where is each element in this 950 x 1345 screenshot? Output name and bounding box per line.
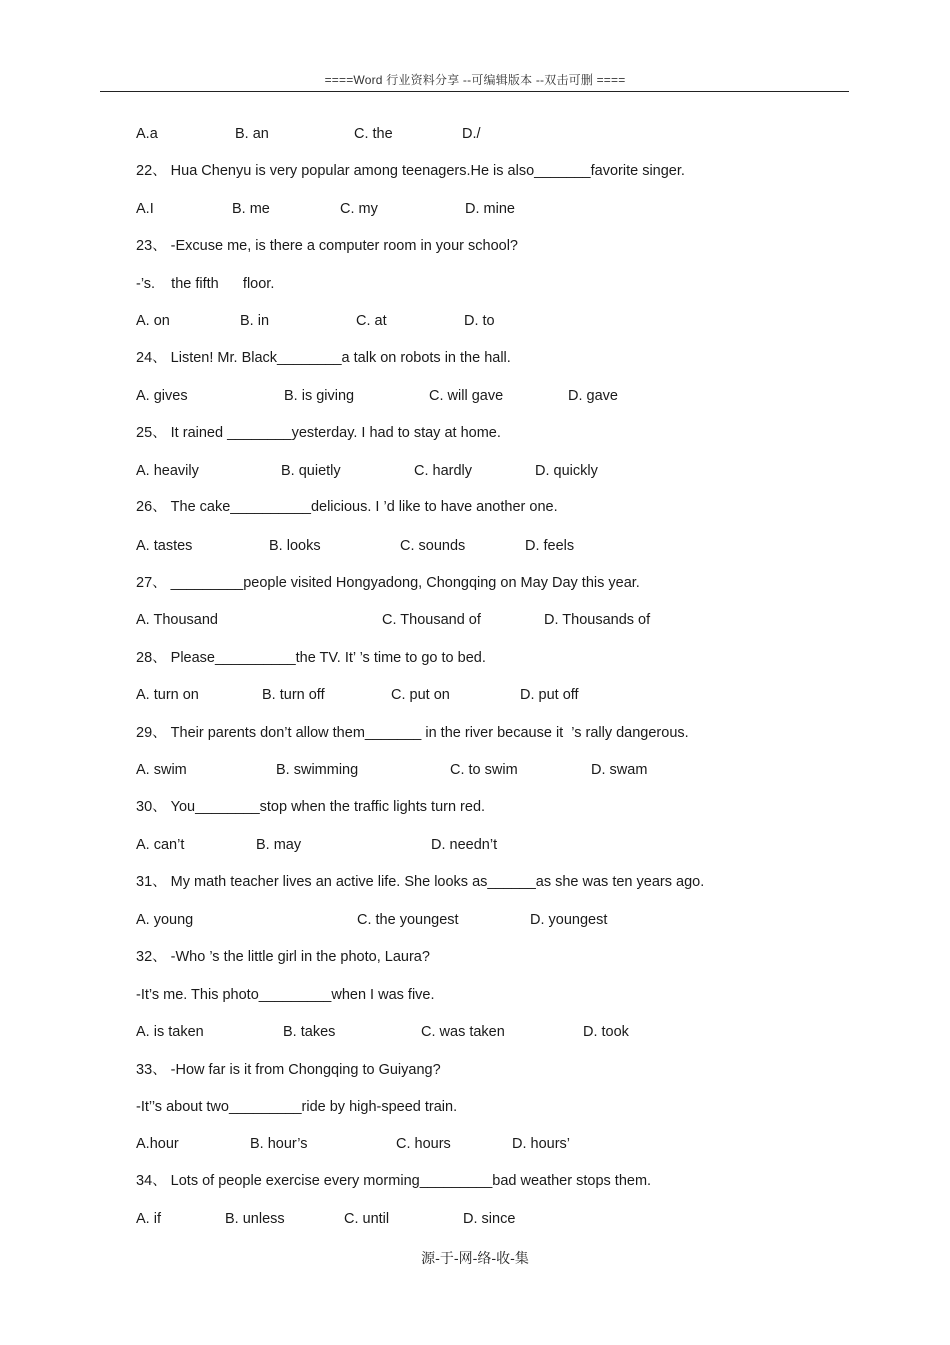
q32-answer-line: -It’s me. This photo_________when I was five.: [136, 987, 435, 1003]
header-rule: [100, 91, 849, 92]
q28-option-a: A. turn on: [136, 687, 199, 703]
q21-option-a: A.a: [136, 126, 158, 142]
q25-option-a: A. heavily: [136, 463, 199, 479]
q23-option-b: B. in: [240, 313, 270, 329]
q24-option-c: C. will gave: [429, 388, 504, 404]
q26-question: 26、 The cake__________delicious. I ’d like to have another one.: [136, 499, 558, 515]
q30-option-d: D. needn’t: [431, 837, 498, 853]
q22-option-c: C. my: [340, 201, 378, 217]
q29-option-a: A. swim: [136, 762, 187, 778]
q34-question: 34、 Lots of people exercise every morming_________bad weather stops them.: [136, 1173, 652, 1189]
q22-option-b: B. me: [232, 201, 270, 217]
q24-question: 24、 Listen! Mr. Black________a talk on robots in the hall.: [136, 350, 511, 366]
q25-option-d: D. quickly: [535, 463, 598, 479]
q31-option-a: A. young: [136, 912, 194, 928]
q26-option-a: A. tastes: [136, 538, 193, 554]
q23-option-d: D. to: [464, 313, 495, 329]
q28-question: 28、 Please__________the TV. It’ ’s time to go to bed.: [136, 650, 486, 666]
q25-option-c: C. hardly: [414, 463, 473, 479]
q26-option-b: B. looks: [269, 538, 321, 554]
q33-option-c: C. hours: [396, 1136, 451, 1152]
q31-option-c: C. the youngest: [357, 912, 459, 928]
q32-question: 32、 -Who ’s the little girl in the photo, Laura?: [136, 949, 430, 965]
q32-option-a: A. is taken: [136, 1024, 204, 1040]
q28-option-b: B. turn off: [262, 687, 325, 703]
q25-option-b: B. quietly: [281, 463, 341, 479]
q21-option-c: C. the: [354, 126, 393, 142]
q23-option-c: C. at: [356, 313, 387, 329]
q28-option-c: C. put on: [391, 687, 450, 703]
q30-question: 30、 You________stop when the traffic lights turn red.: [136, 799, 486, 815]
q24-option-a: A. gives: [136, 388, 188, 404]
q24-option-b: B. is giving: [284, 388, 355, 404]
q32-option-d: D. took: [583, 1024, 629, 1040]
q32-option-c: C. was taken: [421, 1024, 505, 1040]
q29-option-b: B. swimming: [276, 762, 359, 778]
q25-question: 25、 It rained ________yesterday. I had to stay at home.: [136, 425, 501, 441]
q30-option-a: A. can’t: [136, 837, 185, 853]
q31-question: 31、 My math teacher lives an active life. She looks as______as she was ten years ago.: [136, 874, 705, 890]
q27-option-c: C. Thousand of: [382, 612, 481, 628]
q24-option-d: D. gave: [568, 388, 618, 404]
q31-option-d: D. youngest: [530, 912, 608, 928]
page-header: ====Word 行业资料分享 --可编辑版本 --双击可删 ====: [324, 73, 626, 87]
q27-option-a: A. Thousand: [136, 612, 218, 628]
q22-question: 22、 Hua Chenyu is very popular among teenagers.He is also_______favorite singer.: [136, 163, 685, 179]
q27-question: 27、 _________people visited Hongyadong, Chongqing on May Day this year.: [136, 575, 640, 591]
q34-option-c: C. until: [344, 1211, 390, 1227]
q29-question: 29、 Their parents don’t allow them_______ in the river because it ’s rally dangerous.: [136, 725, 689, 741]
q30-option-b: B. may: [256, 837, 302, 853]
q26-option-c: C. sounds: [400, 538, 466, 554]
q33-option-b: B. hour’s: [250, 1136, 308, 1152]
q22-option-d: D. mine: [465, 201, 515, 217]
q33-option-d: D. hours’: [512, 1136, 571, 1152]
q21-option-b: B. an: [235, 126, 269, 142]
q33-answer-line: -It’’s about two_________ride by high-speed train.: [136, 1099, 458, 1115]
q21-option-d: D./: [462, 126, 481, 142]
q23-answer-line: -’s. the fifth floor.: [136, 276, 275, 292]
page-footer: 源-于-网-络-收-集: [421, 1251, 529, 1267]
q34-option-d: D. since: [463, 1211, 516, 1227]
q29-option-d: D. swam: [591, 762, 648, 778]
q33-question: 33、 -How far is it from Chongqing to Guiyang?: [136, 1062, 441, 1078]
q32-option-b: B. takes: [283, 1024, 336, 1040]
q23-option-a: A. on: [136, 313, 170, 329]
q28-option-d: D. put off: [520, 687, 579, 703]
q33-option-a: A.hour: [136, 1136, 179, 1152]
q34-option-b: B. unless: [225, 1211, 285, 1227]
q23-question: 23、 -Excuse me, is there a computer room in your school?: [136, 238, 518, 254]
q27-option-d: D. Thousands of: [544, 612, 651, 628]
q22-option-a: A.I: [136, 201, 154, 217]
q26-option-d: D. feels: [525, 538, 575, 554]
q29-option-c: C. to swim: [450, 762, 518, 778]
q34-option-a: A. if: [136, 1211, 161, 1227]
